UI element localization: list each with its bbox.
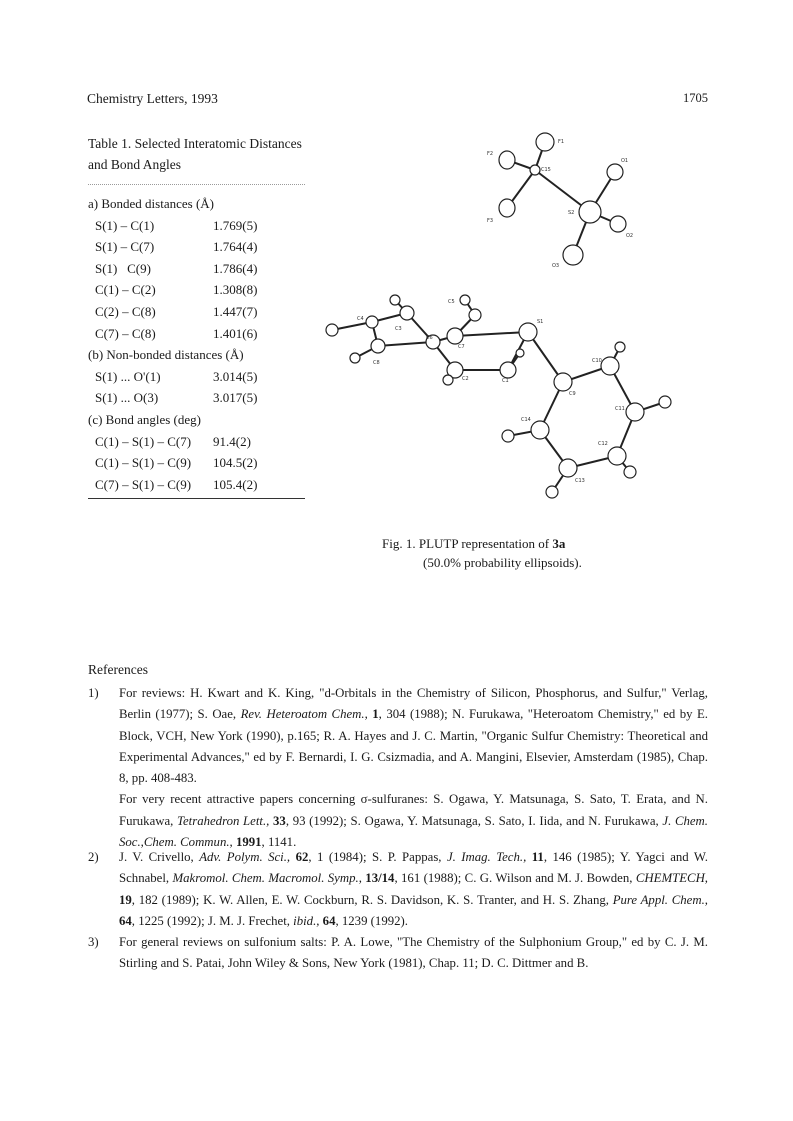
page-number: 1705 <box>683 91 708 105</box>
atom-label: S2 <box>568 210 575 216</box>
atom-label: C4 <box>357 316 364 322</box>
bond-label: S(1) ... O'(1) <box>95 368 161 384</box>
atom-label: C12 <box>598 441 608 447</box>
reference-text: J. V. Crivello, Adv. Polym. Sci., 62, 1 (1984); S. P. Pappas, J. Imag. Tech., 11, 146 (1985); Y. Yagci and W. Schnabel, Makromol. Chem. Macromol. Symp., 13/14, 161 (1988); C. G. Wilson and M. J. Bowden, CHEMTECH, 19, 182 (1989); K. W. Allen, E. W. Cockburn, R. S. Davidson, K. S. Tranter, and H. S. Zhang, Pure Appl. Chem., 64, 1225 (1992); J. M. J. Frechet, ibid., 64, 1239 (1992). <box>119 850 709 928</box>
angle-label: C(1) – S(1) – C(7) <box>95 433 192 449</box>
atom-label: O1 <box>621 158 629 164</box>
bond-label: C(7) – C(8) <box>95 325 156 341</box>
table-section-heading: (c) Bond angles (deg) <box>88 411 201 427</box>
reference-text: For general reviews on sulfonium salts: P. A. Lowe, "The Chemistry of the Sulphonium Group," ed by C. J. M. Stirling and S. Patai, John Wiley & Sons, New York (1981), Chap. 11; D. C. Dittmer and B. <box>119 935 708 971</box>
bond-value: 1.401(6) <box>213 325 258 341</box>
atom-label: C9 <box>569 391 576 397</box>
bond-lines <box>332 142 665 492</box>
atom-label: F2 <box>487 151 494 157</box>
table-row <box>88 431 318 453</box>
atom-label: C15 <box>541 167 551 173</box>
angle-label: C(1) – S(1) – C(9) <box>95 455 192 471</box>
angle-value: 91.4(2) <box>213 433 251 449</box>
angle-value: 104.5(2) <box>213 455 258 471</box>
caption-text: Fig. 1. PLUTP representation of <box>382 536 553 551</box>
reference-number: 3) <box>88 935 99 949</box>
atom-label: C10 <box>592 358 602 364</box>
table-row <box>88 323 318 345</box>
figure-caption <box>382 534 582 572</box>
bond-table <box>88 193 318 495</box>
atom-label: C3 <box>395 326 402 332</box>
atom-ellipsoids <box>326 133 671 498</box>
angle-label: C(7) – S(1) – C(9) <box>95 476 192 492</box>
table-row <box>88 215 318 237</box>
table-section-heading: a) Bonded distances (Å) <box>88 196 214 211</box>
bond-label: C(2) – C(8) <box>95 303 156 319</box>
angle-value: 105.4(2) <box>213 476 258 492</box>
molecular-structure-figure <box>315 120 695 520</box>
bond-label: S(1) – C(7) <box>95 239 155 255</box>
table-row <box>88 474 318 496</box>
atom-labels <box>357 139 633 484</box>
reference-item <box>88 932 708 975</box>
bond-label: C(1) – C(2) <box>95 282 156 298</box>
atom-label: C5 <box>448 299 455 305</box>
reference-item <box>88 683 708 853</box>
running-header: Chemistry Letters, 1993 <box>87 91 218 106</box>
atom-label: F3 <box>487 218 494 224</box>
references-heading: References <box>88 662 148 677</box>
table-row <box>88 366 318 388</box>
bond-value: 3.014(5) <box>213 368 258 384</box>
compound-number: 3a <box>552 536 566 551</box>
table-row <box>88 301 318 323</box>
table-title <box>88 133 318 175</box>
table-title-line: Table 1. Selected Interatomic Distances <box>88 136 302 151</box>
bond-value: 1.786(4) <box>213 260 258 276</box>
atom-label: C6 <box>426 335 433 341</box>
atom-label: C8 <box>373 360 380 366</box>
atom-label: C14 <box>521 417 531 423</box>
table-row <box>88 452 318 474</box>
bond-value: 1.769(5) <box>213 217 258 233</box>
bond-label: S(1) C(9) <box>95 260 151 276</box>
caption-line: (50.0% probability ellipsoids). <box>423 555 582 570</box>
table-title-line: and Bond Angles <box>88 157 181 172</box>
reference-item <box>88 847 708 932</box>
bond-value: 1.308(8) <box>213 282 258 298</box>
bond-value: 1.764(4) <box>213 239 258 255</box>
bond-value: 3.017(5) <box>213 390 258 406</box>
bond-value: 1.447(7) <box>213 303 258 319</box>
atom-label: C11 <box>615 406 625 412</box>
reference-number: 2) <box>88 850 99 864</box>
atom-label: O3 <box>552 263 560 269</box>
table-row <box>88 387 318 409</box>
table-row <box>88 236 318 258</box>
atom-label: O2 <box>626 233 634 239</box>
bond-label: S(1) – C(1) <box>95 217 155 233</box>
atom-label: C2 <box>462 376 469 382</box>
atom-label: F1 <box>558 139 565 145</box>
table-top-rule <box>88 184 305 185</box>
atom-label: S1 <box>537 319 544 325</box>
table-section-heading: (b) Non-bonded distances (Å) <box>88 347 244 363</box>
atom-label: C13 <box>575 478 585 484</box>
atom-label: C1 <box>502 378 509 384</box>
bond-label: S(1) ... O(3) <box>95 390 159 406</box>
table-bottom-rule <box>88 498 305 499</box>
table-row <box>88 258 318 280</box>
table-row <box>88 279 318 301</box>
reference-number: 1) <box>88 686 99 700</box>
reference-text: For reviews: H. Kwart and K. King, "d-Orbitals in the Chemistry of Silicon, Phosphorus, and Sulfur," Verlag, Berlin (1977); S. Oae, Rev. Heteroatom Chem., 1, 304 (1988); N. Furukawa, "Heteroatom Chemistry," ed by E. Block, VCH, New York (1990), p.165; R. A. Hayes and J. C. Martin, "Organic Sulfur Chemistry: Theoretical and Experimental Advances," ed by F. Bernardi, I. G. Csizmadia, and A. Mangini, Elsevier, Amsterdam (1985), Chap. 8, pp. 408-483. For very recent attractive papers concerning σ-sulfuranes: S. Ogawa, Y. Matsunaga, S. Sato, T. Erata, and N. Furukawa, Tetrahedron Lett., 33, 93 (1992); S. Ogawa, Y. Matsunaga, S. Sato, I. Iida, and N. Furukawa, J. Chem. Soc.,Chem. Commun., 1991, 1141. <box>119 686 709 850</box>
atom-label: C7 <box>458 344 465 350</box>
